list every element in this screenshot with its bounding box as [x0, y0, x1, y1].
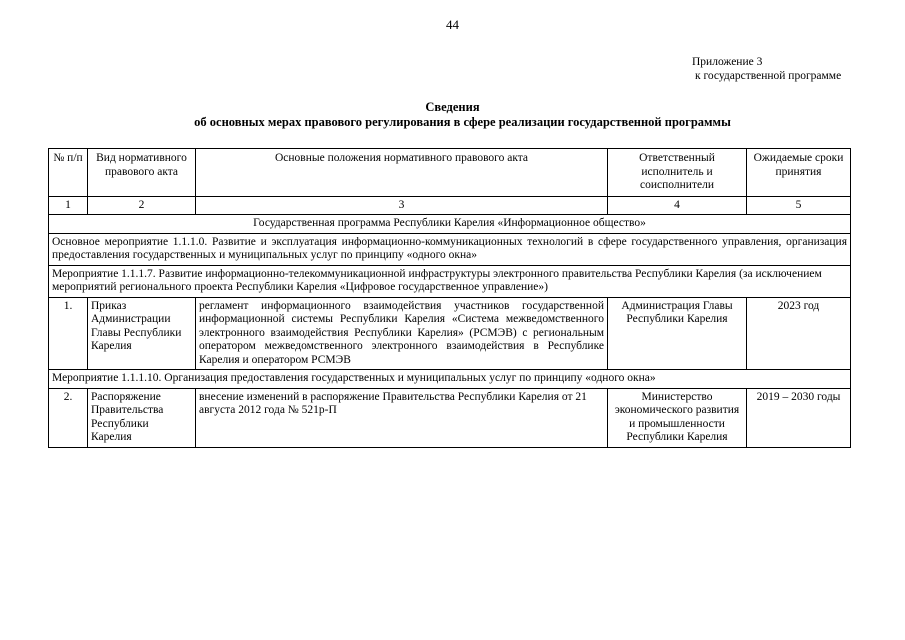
title-line-1: Сведения — [425, 100, 480, 114]
header-term: Ожидаемые сроки принятия — [747, 149, 851, 197]
table-header-row — [49, 149, 851, 197]
program-row — [49, 215, 851, 234]
table-row — [49, 297, 851, 370]
act-provisions: регламент информационного взаимодействия участников государственной информационной системы Республики Карелия «Система межведомственного электронного взаимодействия Республики Карелия» (РСМЭВ) с региональным оператором межведомственного электронного взаимодействия в Республике Карелия и оператором РСМЭВ — [196, 297, 608, 370]
activity-row — [49, 265, 851, 297]
main-activity-row — [49, 233, 851, 265]
act-type: Приказ Администрации Главы Республики Карелия — [88, 297, 196, 370]
row-number: 2. — [49, 388, 88, 447]
regulation-table — [48, 148, 851, 448]
appendix-note — [692, 55, 841, 83]
column-number: 3 — [196, 196, 608, 215]
table-row — [49, 388, 851, 447]
act-type: Распоряжение Правительства Республики Карелия — [88, 388, 196, 447]
activity-row — [49, 370, 851, 389]
appendix-line-2: к государственной программе — [695, 70, 842, 82]
act-executor: Администрация Главы Республики Карелия — [608, 297, 747, 370]
column-number: 5 — [747, 196, 851, 215]
appendix-line-1: Приложение 3 — [692, 56, 763, 68]
header-executor: Ответственный исполнитель и соисполнители — [608, 149, 747, 197]
act-provisions: внесение изменений в распоряжение Правительства Республики Карелия от 21 августа 2012 года № 521р-П — [196, 388, 608, 447]
column-number-row — [49, 196, 851, 215]
title-line-2: об основных мерах правового регулирования в сфере реализации государственной программы — [194, 115, 731, 129]
activity-2: Мероприятие 1.1.1.10. Организация предоставления государственных и муниципальных услуг по принципу «одного окна» — [49, 370, 851, 389]
activity-1: Мероприятие 1.1.1.7. Развитие информационно-телекоммуникационной инфраструктуры электронного правительства Республики Карелия (за исключением мероприятий регионального проекта Республики Карелия «Цифровое государственное управление») — [49, 265, 851, 297]
row-number: 1. — [49, 297, 88, 370]
act-term: 2023 год — [747, 297, 851, 370]
main-activity: Основное мероприятие 1.1.1.0. Развитие и эксплуатация информационно-коммуникационных технологий в сфере государственного управления, организация предоставления государственных и муниципальных услуг по принципу «одного окна» — [49, 233, 851, 265]
page-number: 44 — [446, 17, 459, 32]
header-number: № п/п — [49, 149, 88, 197]
act-term: 2019 – 2030 годы — [747, 388, 851, 447]
document-title — [0, 100, 905, 130]
column-number: 1 — [49, 196, 88, 215]
act-executor: Министерство экономического развития и промышленности Республики Карелия — [608, 388, 747, 447]
header-act-type: Вид нормативного правового акта — [88, 149, 196, 197]
program-title: Государственная программа Республики Карелия «Информационное общество» — [49, 215, 851, 234]
column-number: 2 — [88, 196, 196, 215]
header-provisions: Основные положения нормативного правового акта — [196, 149, 608, 197]
column-number: 4 — [608, 196, 747, 215]
